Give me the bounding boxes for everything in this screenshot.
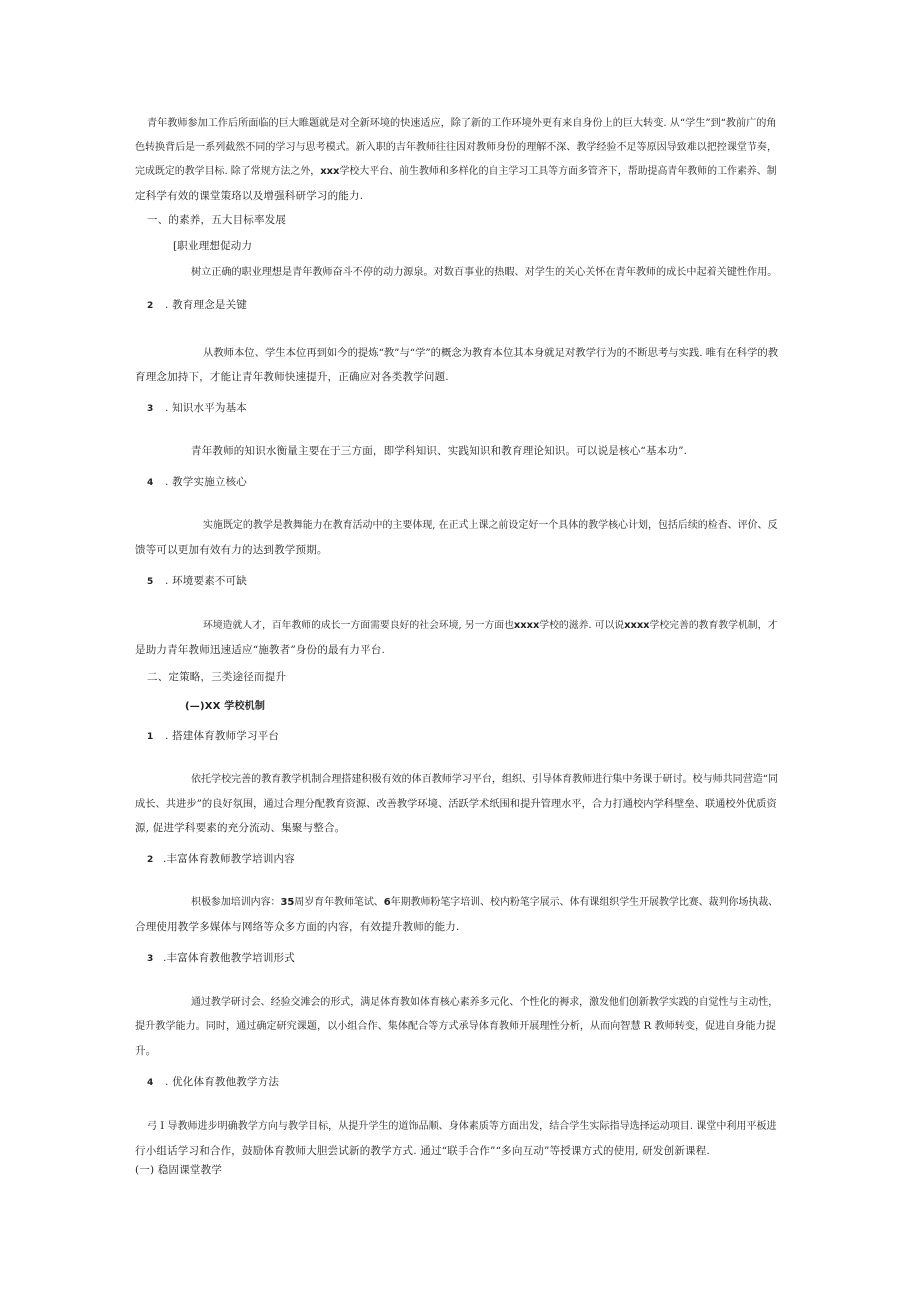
item-5-body-2: 是助力青年教师迅速适应“施教者”身份的最有力平台. bbox=[135, 644, 386, 656]
item-5-body-1 bbox=[203, 619, 777, 633]
item-text: 环境造就人才，百年教师的成长一方面需要良好的社会环境, 另一方面也 bbox=[203, 620, 514, 631]
item-4-body-1: 实施既定的教学是教舞能力在教育活动中的主要体现, 在正式上课之前设定好一个具体的教学核心计划，包括后续的检杳、评价、反 bbox=[203, 520, 778, 531]
item-title: .丰富体育教他教学培训形式 bbox=[163, 952, 295, 964]
item-title: . 教育理念是关键 bbox=[165, 299, 247, 311]
intro-line-1: 青年教师参加工作后所面临的巨大睢题就是对全新环境的快速适应，除了新的工作环境外更有来自身份上的巨大转变. 从“学生”到“教前广的角 bbox=[147, 118, 777, 129]
item-number: 3 bbox=[147, 404, 154, 414]
intro-text: 完成既定的教学目标. 除了常规方法之外， bbox=[135, 166, 321, 177]
age-number: 35 bbox=[280, 897, 295, 908]
item-1-body: 树立正确的职业理想是青年教师奋斗不停的动力源泉。对数百事业的热暇、对学生的关心关怀在青年教师的成长中起着关键性作用。 bbox=[191, 267, 778, 278]
item-text: 周岁育年教师笔试、 bbox=[294, 897, 384, 908]
s2-item-2-body-1 bbox=[191, 896, 778, 910]
item-number: 5 bbox=[147, 577, 154, 587]
item-4-heading bbox=[147, 475, 247, 490]
item-2-body-2: 育理念加持下，才能让青年教师快速提升，正确应对各类教学问题. bbox=[135, 371, 449, 383]
s2-item-2-heading bbox=[147, 852, 295, 867]
item-number: 4 bbox=[147, 1078, 154, 1088]
item-title: . 教学实施立核心 bbox=[165, 476, 247, 488]
item-number: 3 bbox=[147, 954, 154, 964]
section-1-heading: 一、的素养，五大目标率发展 bbox=[147, 214, 287, 226]
item-text: 学校的滋养. 可以说 bbox=[539, 620, 625, 631]
item-5-heading bbox=[147, 574, 247, 589]
intro-line-2: 色转换背后是一系列截然不同的学习与思考模式。新入职的吉年教师往往因对教师身份的理解不深、教学经验不足等原因导致难以把控课堂节奏， bbox=[135, 142, 777, 153]
item-title: .丰富体育教师教学培训内容 bbox=[163, 853, 295, 865]
item-title: . 知识水平为基本 bbox=[165, 402, 247, 414]
item-3-heading bbox=[147, 401, 247, 416]
item-title: . 优化体育教他教学方法 bbox=[165, 1076, 280, 1088]
item-title: . 环境要素不可缺 bbox=[165, 575, 247, 587]
item-3-body: 青年教师的知识水衡量主要在于三方面，即学科知识、实践知识和教育理论知识。可以说是核心“基本功”. bbox=[191, 445, 688, 457]
intro-school-placeholder: xxx bbox=[320, 166, 340, 177]
intro-line-3 bbox=[135, 165, 777, 179]
item-2-heading bbox=[147, 298, 247, 313]
item-number: 4 bbox=[147, 478, 154, 488]
s2-item-3-body-1: 通过教学研讨会、经验交滩会的形式，满足体育教如体育核心素养多元化、个性化的褥求，激发他们创新教学实践的自觉性与主动性， bbox=[191, 997, 779, 1008]
item-number: 1 bbox=[147, 732, 154, 742]
item-text: 年期教师粉笔字培训、校内粉笔字展示、体有课组织学生开展教学比赛、裁判你场执裁、 bbox=[390, 897, 779, 908]
s2-item-4-body-2: 行小组话学习和合作，鼓励体育教师大胆尝试新的教学方式. 通过“联手合作”“多向互动”等授课方式的使用, 研发创新课程. bbox=[135, 1145, 710, 1157]
item-text: 学校完善的教育教学机制，才 bbox=[649, 620, 778, 631]
intro-text: 学校大平台、前生教师和多样化的自主学习工具等方面多管齐下，帮助提高青年教师的工作素养、制 bbox=[339, 166, 777, 177]
subsection-2-title: (一) 稳固课堂教学 bbox=[135, 1164, 223, 1176]
item-text: 枳极参加培训内容： bbox=[191, 897, 281, 908]
s2-item-2-body-2: 合理使用教学多媒体与网络等众多方面的内容，有效提升教师的能力. bbox=[135, 921, 460, 933]
s2-item-1-heading bbox=[147, 729, 279, 744]
s2-item-1-body-1: 依托学校完善的教育教学机制合理搭建积极有效的体百教师学习平台，组织、引导体育教师进行集中务课于研讨。校与师共同营造“同 bbox=[191, 774, 778, 785]
s2-item-4-body-1: 弓 I 导教师进步明确教学方向与教学目标，从提升学生的道饰品顺、身体素质等方面出发，结合学生实际指导选择运动项目. 课堂中利用平板进 bbox=[147, 1121, 777, 1132]
s2-item-1-body-2: 成长、共进步”的良好氛围，通过合理分配教育资源、改善教学环境、活跃学术纸围和提升管理水平，合力打通校内学科壁垒、联通校外优质资 bbox=[135, 798, 777, 810]
s2-item-3-heading bbox=[147, 951, 295, 966]
year-number: 6 bbox=[383, 897, 391, 908]
intro-line-4: 定科学有效的课堂策珞以及增强科研学习的能力. bbox=[135, 190, 364, 202]
school-placeholder: xxxx bbox=[624, 620, 650, 631]
item-title: . 搭建体育教师学习平台 bbox=[165, 730, 280, 742]
s2-item-3-body-3: 升。 bbox=[135, 1045, 157, 1057]
subsection-1-title: (—)XX 学校机制 bbox=[185, 701, 266, 712]
item-4-body-2: 馈等可以更加有效有力的达到教学预期。 bbox=[135, 544, 328, 556]
item-number: 2 bbox=[147, 855, 154, 865]
s2-item-3-body-2: 提升教学能力。同时，通过确定研究课题，以小组合作、集体配合等方式承导体育教师开展理性分析，从而向智慧 R 教师转变，促进自身能力提 bbox=[135, 1021, 776, 1032]
item-number: 2 bbox=[147, 301, 154, 311]
s2-item-4-heading bbox=[147, 1075, 279, 1090]
item-2-body-1: 从教师本位、学生本位再到如今的提炼“教”与“学”的概念为教育本位其本身就足对教学行为的不断思考与实践. 唯有在科学的教 bbox=[203, 347, 779, 359]
s2-item-1-body-3: 源, 促进学科要素的充分流动、集聚与整合。 bbox=[135, 822, 346, 834]
school-placeholder: xxxx bbox=[513, 620, 540, 631]
item-1-title: [职业理想促动力 bbox=[173, 240, 253, 252]
section-2-heading: 二、定策略，三类途径而提升 bbox=[147, 671, 287, 683]
